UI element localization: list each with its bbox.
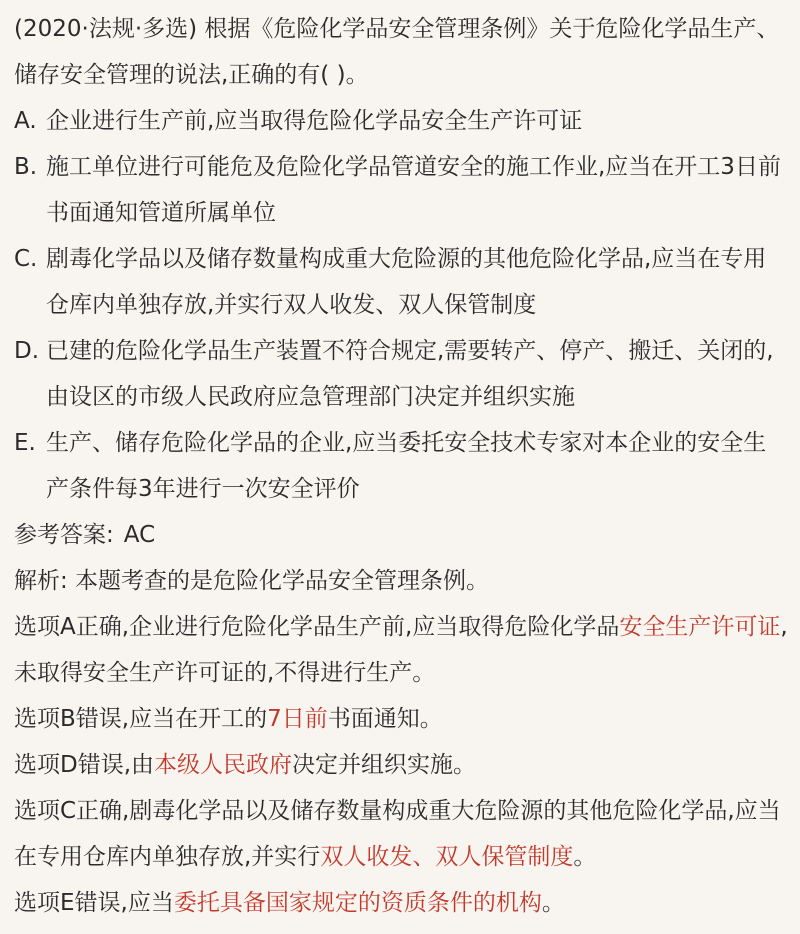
question-stem: (2020·法规·多选) 根据《危险化学品安全管理条例》关于危险化学品生产、储存安全管理的说法,正确的有( )。 — [14, 16, 780, 88]
option-e — [14, 420, 788, 512]
analysis-option-a — [14, 604, 788, 696]
analysis-d-pre: 选项D错误,由 — [14, 752, 155, 778]
analysis-b-pre: 选项B错误,应当在开工的 — [14, 706, 268, 732]
analysis-b-highlight: 7日前 — [267, 706, 328, 732]
analysis-c-pre: 选项C正确,剧毒化学品以及储存数量构成重大危险源的其他危险化学品,应当在专用仓库内单独存放,并实行 — [14, 798, 781, 870]
option-b-text: 施工单位进行可能危及危险化学品管道安全的施工作业,应当在开工3日前书面通知管道所属单位 — [46, 154, 781, 226]
option-d-label: D. — [14, 338, 40, 364]
reference-answer-value: AC — [123, 522, 156, 548]
option-c-label: C. — [14, 246, 38, 272]
analysis-b-post: 书面通知。 — [327, 706, 443, 732]
analysis-option-d — [14, 742, 788, 788]
analysis-c-highlight: 双人收发、双人保管制度 — [320, 844, 574, 870]
analysis-d-post: 决定并组织实施。 — [292, 752, 477, 778]
option-e-text: 生产、储存危险化学品的企业,应当委托安全技术专家对本企业的安全生产条件每3年进行一次安全评价 — [46, 430, 767, 502]
option-e-label: E. — [14, 430, 36, 456]
analysis-option-c — [14, 788, 788, 880]
analysis-e-pre: 选项E错误,应当 — [14, 890, 174, 916]
option-c — [14, 236, 788, 328]
option-a — [14, 98, 788, 144]
analysis-a-pre: 选项A正确,企业进行危险化学品生产前,应当取得危险化学品 — [14, 614, 620, 640]
reference-answer — [14, 512, 788, 558]
option-d-text: 已建的危险化学品生产装置不符合规定,需要转产、停产、搬迁、关闭的,由设区的市级人民政府应急管理部门决定并组织实施 — [46, 338, 774, 410]
analysis-option-e — [14, 880, 788, 926]
option-a-label: A. — [14, 108, 37, 134]
analysis-e-highlight: 委托具备国家规定的资质条件的机构 — [173, 890, 542, 916]
analysis-intro: 解析: 本题考查的是危险化学品安全管理条例。 — [14, 568, 490, 594]
analysis-d-highlight: 本级人民政府 — [154, 752, 293, 778]
analysis-a-post: ,未取得安全生产许可证的,不得进行生产。 — [14, 614, 788, 686]
analysis-option-b — [14, 696, 788, 742]
option-c-text: 剧毒化学品以及储存数量构成重大危险源的其他危险化学品,应当在专用仓库内单独存放,并实行双人收发、双人保管制度 — [46, 246, 767, 318]
analysis-e-post: 。 — [541, 890, 565, 916]
option-b — [14, 144, 788, 236]
option-d — [14, 328, 788, 420]
option-a-text: 企业进行生产前,应当取得危险化学品安全生产许可证 — [46, 108, 583, 134]
reference-answer-label: 参考答案: — [14, 522, 114, 548]
option-b-label: B. — [14, 154, 38, 180]
analysis-c-post: 。 — [573, 844, 597, 870]
analysis-a-highlight: 安全生产许可证 — [619, 614, 781, 640]
